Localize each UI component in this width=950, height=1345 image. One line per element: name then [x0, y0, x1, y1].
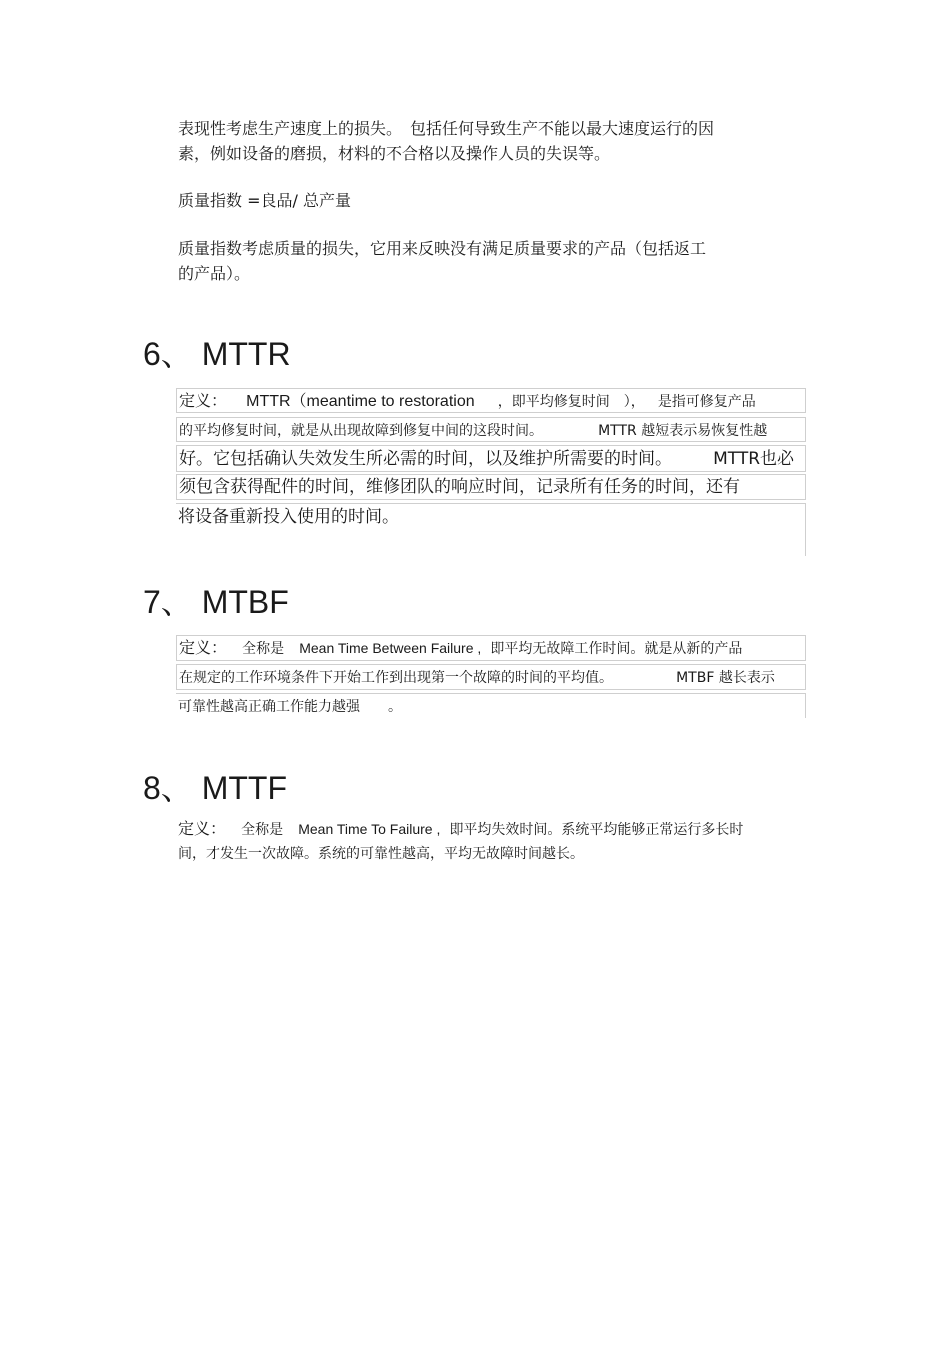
mtbf-row2-end: MTBF 越长表示 — [676, 670, 775, 686]
mtbf-fullname-prefix: 全称是 — [242, 641, 285, 657]
definition-label: 定义： — [179, 638, 228, 657]
mttr-definition-row-4 — [176, 474, 806, 500]
mttf-definition-line-1 — [178, 817, 743, 842]
quality-desc-line-1: 质量指数考虑质量的损失，它用来反映没有满足质量要求的产品（包括返工 — [178, 239, 707, 258]
quality-formula: 质量指数 =良品/ 总产量 — [178, 191, 351, 210]
section-heading-mtbf: 7、 MTBF — [143, 584, 289, 620]
mtbf-row3-text: 可靠性越高正确工作能力越强 。 — [178, 699, 402, 715]
mttf-term: Mean Time To Failure , — [298, 821, 441, 837]
mttr-row3-text: 好。它包括确认失效发生所必需的时间，以及维护所需要的时间。 — [179, 449, 672, 469]
mtbf-definition-row-3 — [176, 693, 806, 718]
mttf-fullname-prefix: 全称是 — [241, 822, 284, 838]
mtbf-definition-row-1 — [176, 635, 806, 661]
mttr-row1-mid: ，即平均修复时间 ）， — [497, 394, 645, 410]
mttf-line1-end: 即平均失效时间。系统平均能够正常运行多长时 — [449, 822, 744, 838]
mttr-row2-text: 的平均修复时间，就是从出现故障到修复中间的这段时间。 — [179, 423, 543, 439]
mttr-row4-text: 须包含获得配件的时间，维修团队的响应时间，记录所有任务的时间，还有 — [179, 477, 740, 497]
mttr-row1-end: 是指可修复产品 — [657, 394, 756, 410]
section-heading-mttr: 6、 MTTR — [143, 336, 291, 372]
quality-desc-line-2: 的产品）。 — [178, 264, 251, 283]
mttr-row5-text: 将设备重新投入使用的时间。 — [178, 507, 399, 527]
mttr-definition-row-3 — [176, 445, 806, 472]
mttr-definition-row-2 — [176, 417, 806, 442]
definition-label: 定义： — [179, 391, 228, 410]
mttr-row3-end: MTTR也必 — [713, 449, 795, 469]
mtbf-row1-end: 即平均无故障工作时间。就是从新的产品 — [490, 641, 743, 657]
mttf-definition-line-2: 间，才发生一次故障。系统的可靠性越高，平均无故障时间越长。 — [178, 846, 584, 862]
mttr-row2-end: MTTR 越短表示易恢复性越 — [598, 423, 768, 439]
mtbf-row2-text: 在规定的工作环境条件下开始工作到出现第一个故障的时间的平均值。 — [179, 670, 613, 686]
section-heading-mttf: 8、 MTTF — [143, 770, 287, 806]
intro-line-2: 素，例如设备的磨损，材料的不合格以及操作人员的失误等。 — [178, 144, 611, 163]
mttr-term: MTTR（meantime to restoration — [246, 393, 475, 410]
definition-label: 定义： — [178, 819, 227, 838]
mttr-definition-row-1 — [176, 388, 806, 413]
mttr-definition-row-5 — [176, 503, 806, 556]
mtbf-definition-row-2 — [176, 664, 806, 690]
mtbf-term: Mean Time Between Failure , — [299, 640, 482, 656]
intro-line-1: 表现性考虑生产速度上的损失。 包括任何导致生产不能以最大速度运行的因 — [178, 119, 715, 138]
